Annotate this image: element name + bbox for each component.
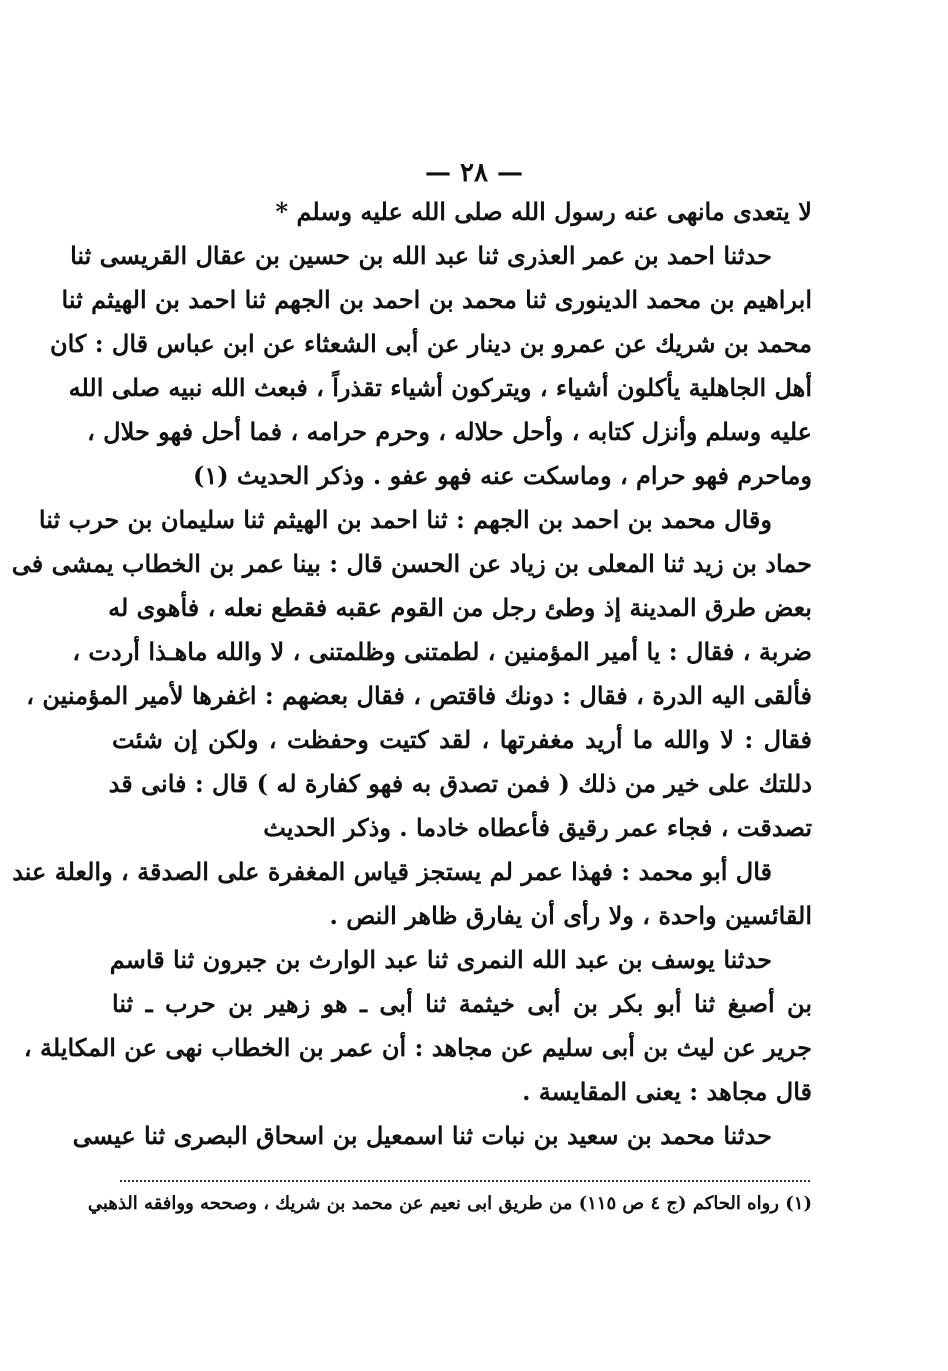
footnote-separator [120,1180,810,1182]
text-line: بن أصبغ ثنا أبو بكر بن أبى خيثمة ثنا أبى ـ هو زهير بن حرب ـ ثنا [112,989,812,1018]
text-line: حدثنا محمد بن سعيد بن نبات ثنا اسمعيل بن اسحاق البصرى ثنا عيسى [72,1121,772,1150]
text-line: وماحرم فهو حرام ، وماسكت عنه فهو عفو . وذكر الحديث (١) [192,461,812,490]
text-line: بعض طرق المدينة إذ وطئ رجل من القوم عقبه فقطع نعله ، فأهوى له [108,593,812,622]
text-line: ضربة ، فقال : يا أمير المؤمنين ، لطمتنى وظلمتنى ، لا والله ماهـذا أردت ، [72,637,812,666]
text-line: قال مجاهد : يعنى المقايسة . [522,1077,812,1106]
text-line: لا يتعدى مانهى عنه رسول الله صلى الله عليه وسلم * [275,197,812,226]
text-line: دللتك على خير من ذلك ( فمن تصدق به فهو كفارة له ) قال : فانى قد [108,769,812,798]
text-line: قال أبو محمد : فهذا عمر لم يستجز قياس المغفرة على الصدقة ، والعلة عند [12,857,772,886]
text-line: محمد بن شريك عن عمرو بن دينار عن أبى الشعثاء عن ابن عباس قال : كان [49,329,812,358]
text-line: عليه وسلم وأنزل كتابه ، وأحل حلاله ، وحرم حرامه ، فما أحل فهو حلال ، [87,417,812,446]
text-line: حدثنا احمد بن عمر العذرى ثنا عبد الله بن حسين بن عقال القريسى ثنا [70,241,772,270]
text-line: تصدقت ، فجاء عمر رقيق فأعطاه خادما . وذكر الحديث [263,813,812,842]
text-line: فقال : لا والله ما أريد مغفرتها ، لقد كتيت وحفظت ، ولكن إن شئت [112,725,812,754]
text-line: القائسين واحدة ، ولا رأى أن يفارق ظاهر النص . [329,901,812,930]
text-line: حدثنا يوسف بن عبد الله النمرى ثنا عبد الوارث بن جبرون ثنا قاسم [109,945,772,974]
text-line: حماد بن زيد ثنا المعلى بن زياد عن الحسن قال : بينا عمر بن الخطاب يمشى فى [11,549,812,578]
footnote: (١) رواه الحاكم (ج ٤ ص ١١٥) من طريق ابى نعيم عن محمد بن شريك ، وصححه ووافقه الذهبي [87,1193,812,1214]
text-line: ابراهيم بن محمد الدينورى ثنا محمد بن احمد بن الجهم ثنا احمد بن الهيثم ثنا [61,285,812,314]
page-number: — ٢٨ — [424,158,524,188]
text-line: فألقى اليه الدرة ، فقال : دونك فاقتص ، فقال بعضهم : اغفرها لأمير المؤمنين ، [26,681,812,710]
text-line: أهل الجاهلية يأكلون أشياء ، ويتركون أشياء تقذراً ، فبعث الله نبيه صلى الله [68,373,812,402]
text-line: جرير عن ليث بن أبى سليم عن مجاهد : أن عمر بن الخطاب نهى عن المكايلة ، [23,1033,812,1062]
text-line: وقال محمد بن احمد بن الجهم : ثنا احمد بن الهيثم ثنا سليمان بن حرب ثنا [38,505,772,534]
body-text [11,190,812,1158]
